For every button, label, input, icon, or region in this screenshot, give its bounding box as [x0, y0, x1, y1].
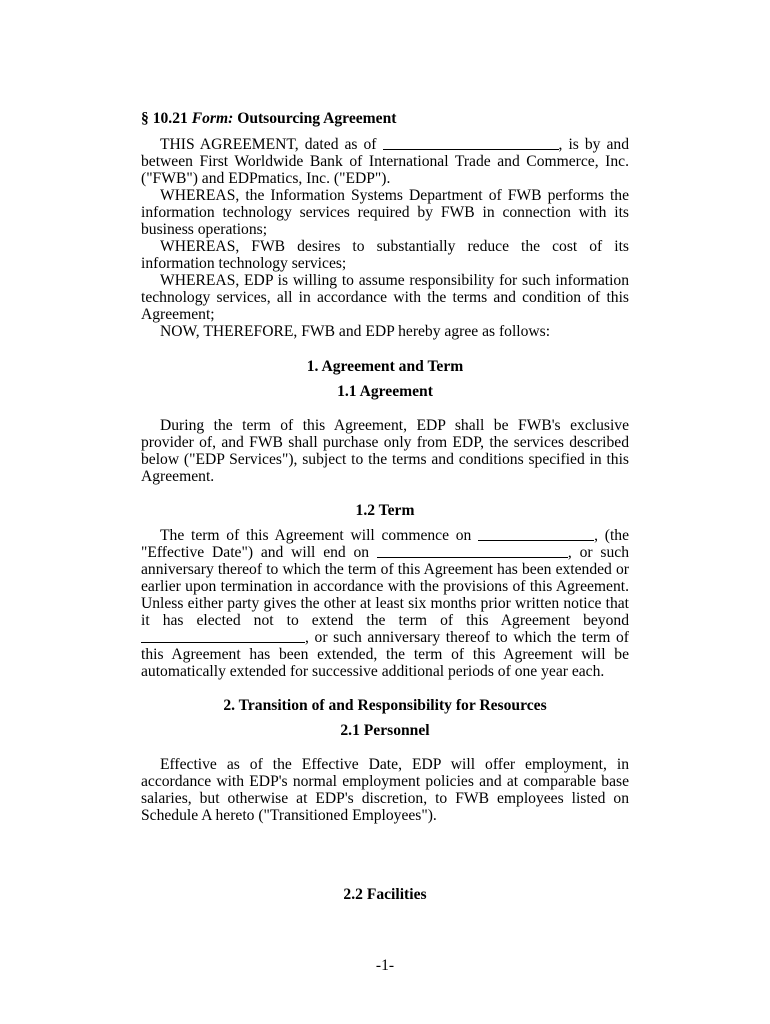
article-2-heading: 2. Transition of and Responsibility for Resources	[223, 697, 547, 714]
term-text-part-2: , (the "Effective Date") and will end on	[141, 527, 629, 561]
whereas-clause-2: WHEREAS, FWB desires to substantially reduce the cost of its information technology services;	[141, 238, 629, 272]
section-2-1-heading: 2.1 Personnel	[340, 722, 430, 739]
section-1-2-heading: 1.2 Term	[355, 502, 415, 519]
document-title	[141, 110, 629, 127]
whereas-clause-3: WHEREAS, EDP is willing to assume responsibility for such information technology services, all in accordance with the terms and condition of this Agreement;	[141, 272, 629, 323]
term-text-part-4: , or such anniversary thereof to which the term of this Agreement has been extended, the term of this Agreement will be automatically extended for successive additional periods of one year each.	[141, 629, 629, 680]
commence-date-blank-line	[478, 528, 594, 541]
page-number: -1-	[375, 957, 395, 974]
section-2-1-text: Effective as of the Effective Date, EDP will offer employment, in accordance with EDP's normal employment policies and at comparable base salaries, but otherwise at EDP's discretion, to FWB employees listed on Schedule A hereto ("Transitioned Employees").	[141, 756, 629, 824]
section-1-1-heading: 1.1 Agreement	[337, 383, 433, 400]
document-body	[141, 110, 629, 903]
end-date-blank-line	[377, 545, 568, 558]
section-1-1-text: During the term of this Agreement, EDP shall be FWB's exclusive provider of, and FWB shall purchase only from EDP, the services described below ("EDP Services"), subject to the terms and conditions specified in this Agreement.	[141, 417, 629, 485]
extend-date-blank-line	[141, 630, 305, 643]
term-text-part-1: The term of this Agreement will commence on	[160, 527, 472, 544]
preamble-text-after-blank: , is by and between First Worldwide Bank of International Trade and Commerce, Inc. ("FWB") and EDPmatics, Inc. ("EDP").	[141, 136, 630, 187]
section-1-2-text	[141, 527, 629, 680]
section-2-2-heading: 2.2 Facilities	[343, 886, 427, 903]
whereas-clause-1: WHEREAS, the Information Systems Department of FWB performs the information technology services required by FWB in connection with its business operations;	[141, 187, 629, 238]
article-1-heading: 1. Agreement and Term	[306, 358, 464, 375]
preamble-text-before-blank: THIS AGREEMENT, dated as of	[160, 136, 377, 153]
title-name: Outsourcing Agreement	[237, 110, 397, 127]
preamble-paragraph	[141, 136, 629, 187]
title-form-label: Form:	[191, 110, 234, 127]
term-text-part-3: , or such anniversary thereof to which the term of this Agreement has been extended or earlier upon termination in accordance with the provisions of this Agreement. Unless either party gives the other at least six months prior written notice that it has elected not to extend the term of this Agreement beyond	[141, 544, 629, 629]
now-therefore-clause: NOW, THEREFORE, FWB and EDP hereby agree as follows:	[160, 323, 551, 340]
title-section-number: § 10.21	[141, 110, 188, 127]
date-blank-line	[383, 137, 559, 150]
